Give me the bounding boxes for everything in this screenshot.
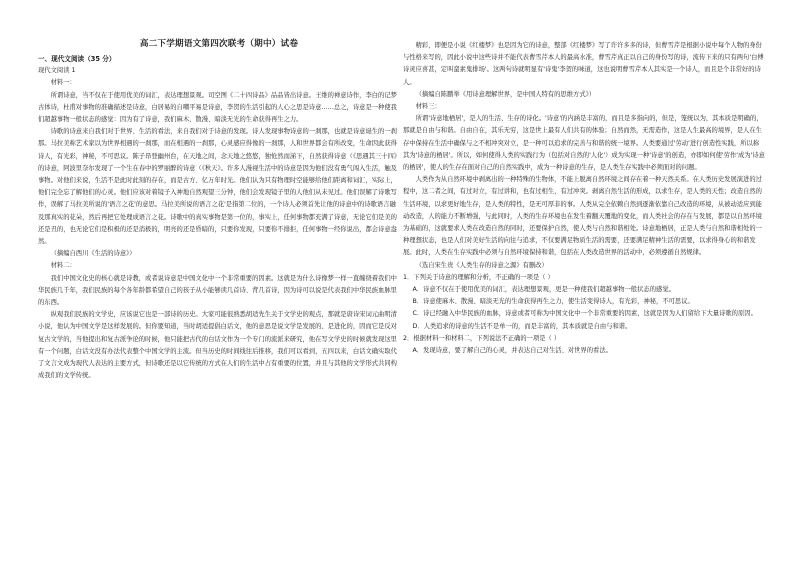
material1-label: 材料一： — [50, 79, 76, 87]
q1-b: B．诗意使麻木、散漫、暗淡无光的生命获得再生之力，使生活变得诗人，有光彩，神秘，不可思议。 — [412, 298, 694, 306]
src3: （选自宋生贵《人类生存的诗意之源》有删改） — [415, 261, 548, 269]
m1-p2: 诗歌的诗意来自我们对于世界、生活的看法，来自我们对于诗意的发现。诗人发现事物诗意的一刹那，也就是诗意诞生的一刹那。马拉美称艺术家以为世界相遇的一刹那，而在相遇的一刹那，心灵感应得像的一刹那，人和世界都会有所改变，生命因此获得诗人，有光彩，神秘，不可思议。陈子昂登幽州台，在天地之间，念天地之悠悠，独怆然而涕下，自然获得诗意（《思遇其三十四》的诗意，阿波里奈尔发现了一个生在春中的罗丽醉的诗意（《秋天》。许多人漫视生活中的诗意是因为他们没有勇气闯入生活，触及事物。对他们来说，生活不是此时此刻的存在，而是古方、亿万年时光。他们认为只有物理时空能够给他们距离和词汇，实际上，他们完全忘了解他们的心灵。他们应该对着镜子入神地自然观望三分钟，他们会发现镜子里的人他们从未见过。他们误解了诗歌写作，误解了马拉美所说的'语言之花'的意思。马拉美所说的语言之花'是指第二位的，一个诗人必须首先让他的诗意中的诗歌语言融及那真实的花朵，然后再把它处理成语言之花。诗歌中的真实事物是第一位的，事实上，任何事物都充满了诗意，无论它们是美的还是丑的，也无论它们是积极的还是消极的，明亮的还是昏暗的，只要你发现，只要你不排拒，任何事物一经你说出，都会诗意盎然。 — [38, 128, 397, 246]
subsection: 现代文阅读 1 — [38, 67, 76, 75]
exam-title: 高二下学期语文第四次联考（期中）试卷 — [139, 39, 299, 49]
material2-label: 材料二： — [50, 262, 76, 270]
src1: （摘编自西川《生活的诗意》） — [50, 250, 136, 258]
src2: （摘编自陈鹏举《用诗意理解世界，是中国人特有的思维方式》） — [415, 90, 596, 98]
q2: 2．根据材料一和材料二，下列说法不正确的一项是（ ） — [403, 334, 561, 342]
r-p0: 精彩，即便是小说《红楼梦》也是因为它的诗意，整部《红楼梦》写了许许多多的诗，但曹雪芹是根据小说中每个人物的身份与性格来写的，因此小说中这些诗并不能代表曹雪芹本人的最高水准，曹雪芹真正以自己的身份写的诗，流传下来的只有两句'白傅诗灵应喜甚，定叫蛮素鬼排场'。这两句诗就明显有'诗鬼'李贺的味道，这也说明曹雪芹本人其实是一个诗人，而且是个非常好的诗人。 — [403, 42, 764, 86]
q1-c: C．诗已经融入中华民族的血脉，诗意或者可称为中国文化中一个非常重要的因素，这就是因为人们留给下大量诗歌的原因。 — [412, 310, 757, 318]
left-column-body — [38, 53, 400, 382]
q2-a: A．发现诗意，要了解自己的心灵，并表达自己对生活、对世界的看法。 — [412, 347, 612, 355]
m2-p1: 我们中国文化史的核心就是诗教，或者说诗意是中国文化中一个非常重要的因素。这就是为什么诗像梦一样一直缠绕着我们中华民族几千年，我们民族的每个各年龄都希望自己的孩子从小能够读几首诗、背几首诗，因为诗可以说是代表我们中华民族血脉里的东西。 — [38, 274, 397, 307]
m3-p1: 所谓'诗意地栖居'，是人的生活、生存的诗化。'诗意'的内涵是丰富的，而且是多指向的，但是，笼统以为，其本质是明确的，那就是自由与和谐。自由自在，其乐无穷，这是世上最有人们共有的体验；自然而然，无需造作，这是人生最高的境界，是人在生存中保持在生活中确保与之不相冲突对立，是一种可以追求的完善与和谐的统一境界。人类要通过'劳动'进行创造性实践，所以称其为'诗意的栖居'。所以，如何使得人类的实践行为（包括对自然的'人化'）成为实现一种'诗意'的创造，亦即如何使'劳作'成为'诗意的栖居'，使人的生存在面对自己的自然实践中，成为一种诗意的生存，是人类生存实践中必须面对的问题。 — [403, 115, 765, 172]
m3-p2: 人类作为从自然环境中剥离出的一种特殊的生物体，不能上脱离自然环境之间存在着一种天然关系。在人类历史发展演进的过程中，这二者之间，有过对立，有过讲和，也有过相生，有过冲突。剥离自然生活的形成，以求生存，是人类的天性；改造自然的生活环境，以求更好地生存，是人类的特性，是无可厚非的事。人类从完全依赖自然到逐渐依靠自己改造的环境，从被动适应到能动改造，人的能力不断增强，与此同时，人类的生存环境也在发生着翻天覆地的变化，而人类社会的存在与发展，都是以自然环境为基础的，这就要求人类在改造自然的同时，还要保护自然，使人类与自然和谐相处。诗意地栖居，正是人类与自然和谐相处的一种理想状态，也是人们对美好生活的向往与追求，不仅要满足物质生活的需要，还要满足精神生活的需要，以求得身心的和谐发展。此时，人类在生存实践中必须与自然环境保持和谐，包括在人类改造世界的活动中，必须遵循自然规律。 — [403, 176, 762, 257]
right-column — [403, 40, 765, 357]
left-column — [38, 38, 400, 382]
m2-p2: 纵观我们民族的文学史，应该说它也是一部诗的历史。大家可能很熟悉胡适先生关于文学史的观点，那就是唐诗宋词元曲明清小说，他认为中国文学是这样发展的。但你要知道，当时胡适提倡白话文，他的意思是说文学是发展的、是进化的，因而它是反对复古文学的，当他提出和复古派争论的时候，他只能把古代的白话文作为一个专门的流派来研究，他在写文学史的时候就发现这里有一个问题，白话文没有办法代表整个中国文学的主流。但当历史的时间线往后推移，我们可以看到，五四以来，白话文确实取代了文言文成为现代人表达的主要方式，但诗歌还是以它传统的方式在人们的生活中占有重要的位置，并且与其他的文学形式共同构成我们的文学传统。 — [38, 311, 397, 380]
q1: 1．下列关于诗意的理解和分析，不正确的一项是（ ） — [403, 273, 554, 281]
right-column-body — [403, 40, 765, 357]
q1-a: A．诗意不仅在于使用优美的词汇，表达理想景观，更是一种使我们超越事物一般状态的感觉。 — [412, 286, 675, 294]
m1-p1: 所谓诗意，当不仅在于使用优美的词汇，表达理想景观。司空图《二十四诗品》品品皆出诗意。王维的禅意诗作，李白的记梦古体诗，杜甫对事物的准确描述是诗意，白居易的自嘲平易是诗意，李贺的生活引起的人心之思是诗意……总之，诗意是一种使我们超越事物一般状态的感觉：因为有了诗意，我们麻木、散漫、暗淡无光的生命获得再生之力。 — [38, 91, 397, 124]
section: 一、现代文阅读（35 分） — [38, 55, 116, 63]
q1-d: D．人类追求的诗意的生活不是单一的，而是丰富的，其本质就是自由与和谐。 — [412, 322, 632, 330]
material3-label: 材料三： — [415, 103, 441, 111]
